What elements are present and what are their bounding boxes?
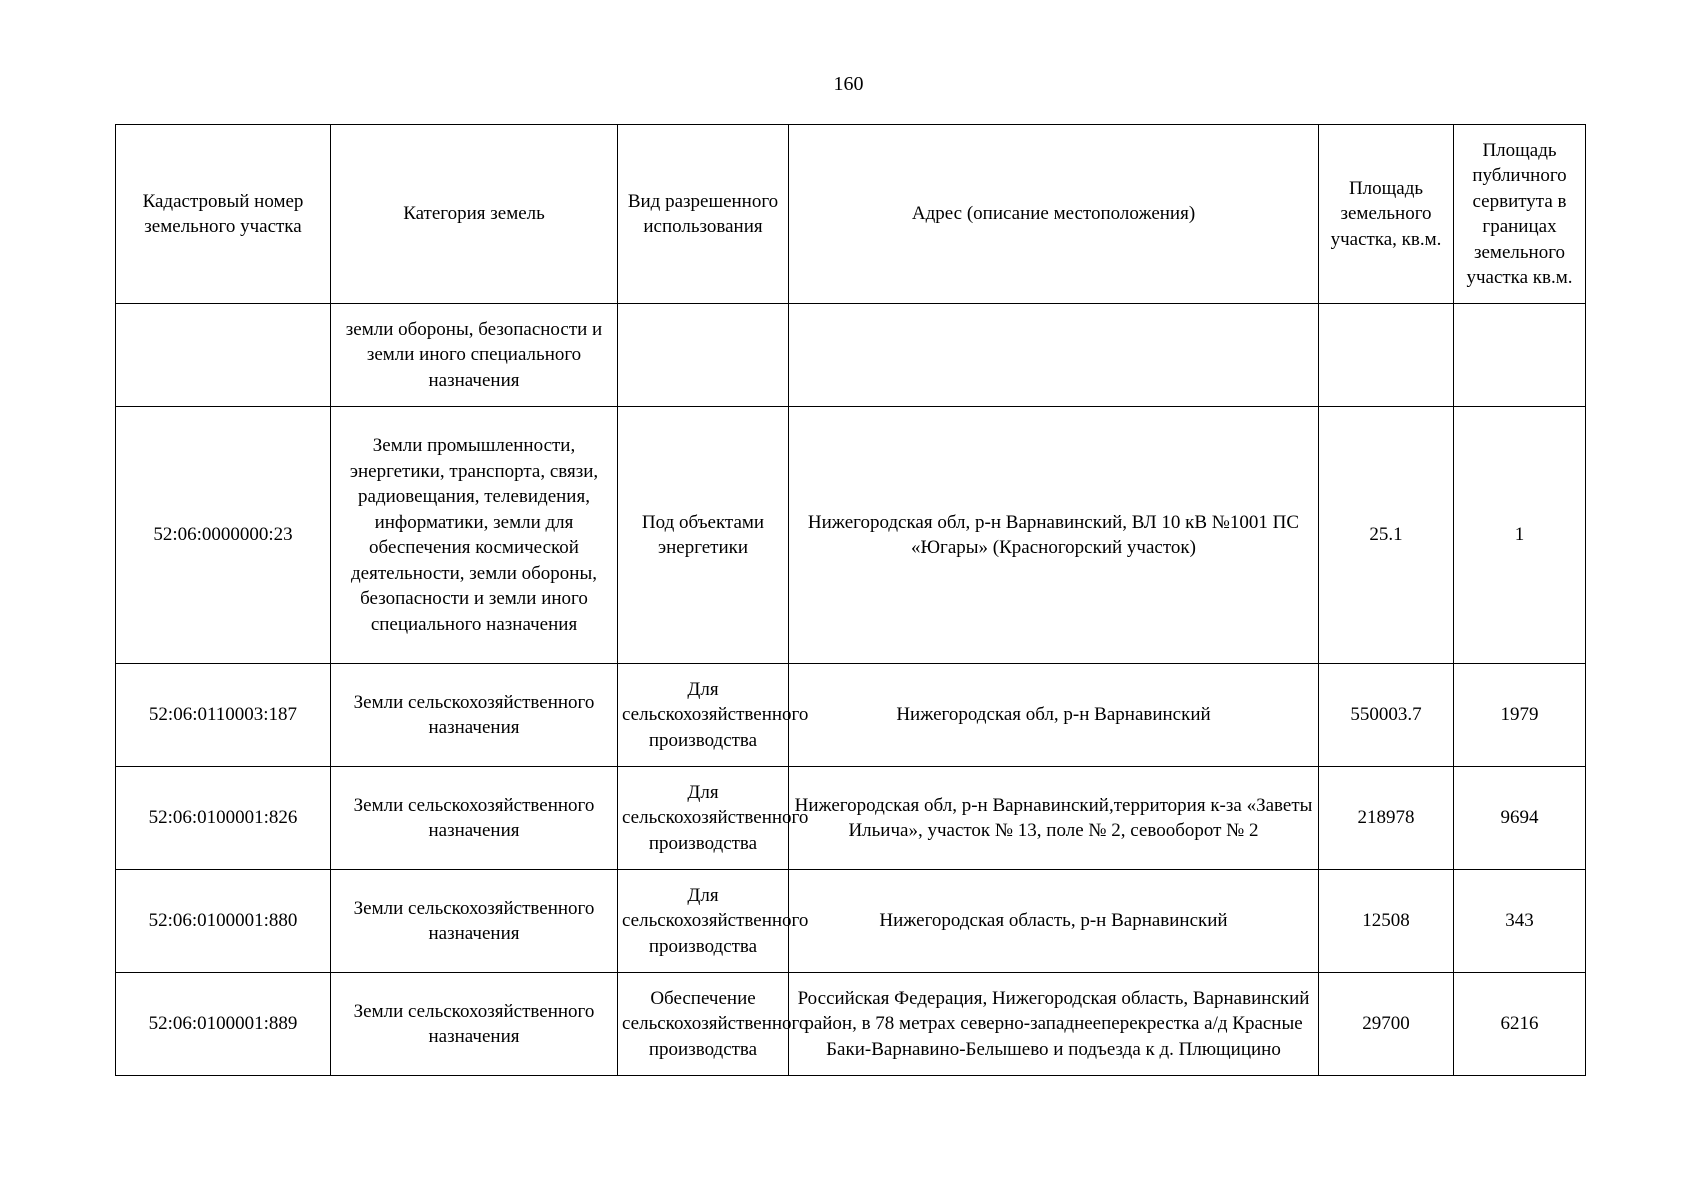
cell-permitted-use: Для сельскохозяйственного производства <box>618 664 789 767</box>
header-servitude-area: Площадь публичного сервитута в границах земельного участка кв.м. <box>1454 125 1586 304</box>
cell-servitude-area: 9694 <box>1454 767 1586 870</box>
cell-servitude-area <box>1454 304 1586 407</box>
cell-permitted-use <box>618 304 789 407</box>
cell-servitude-area: 1979 <box>1454 664 1586 767</box>
cadastre-table <box>115 124 1586 1076</box>
table-row <box>116 304 1586 407</box>
cell-land-category: Земли промышленности, энергетики, транспорта, связи, радиовещания, телевидения, информатики, земли для обеспечения космической деятельности, земли обороны, безопасности и земли иного специального назначения <box>331 407 618 664</box>
cell-servitude-area: 343 <box>1454 870 1586 973</box>
cell-land-category: Земли сельскохозяйственного назначения <box>331 870 618 973</box>
page-number: 160 <box>833 73 864 95</box>
header-address: Адрес (описание местоположения) <box>789 125 1319 304</box>
cell-cadastral-number: 52:06:0100001:889 <box>116 973 331 1076</box>
cell-address <box>789 304 1319 407</box>
table-row <box>116 407 1586 664</box>
table-header-row <box>116 125 1586 304</box>
cell-address: Нижегородская обл, р-н Варнавинский,территория к-за «Заветы Ильича», участок № 13, поле № 2, севооборот № 2 <box>789 767 1319 870</box>
cell-cadastral-number: 52:06:0000000:23 <box>116 407 331 664</box>
table-row <box>116 973 1586 1076</box>
cell-permitted-use: Под объектами энергетики <box>618 407 789 664</box>
cell-plot-area: 29700 <box>1319 973 1454 1076</box>
cell-servitude-area: 6216 <box>1454 973 1586 1076</box>
cell-address: Нижегородская обл, р-н Варнавинский, ВЛ 10 кВ №1001 ПС «Югары» (Красногорский участок) <box>789 407 1319 664</box>
cell-plot-area: 550003.7 <box>1319 664 1454 767</box>
cell-plot-area: 12508 <box>1319 870 1454 973</box>
cell-address: Нижегородская область, р-н Варнавинский <box>789 870 1319 973</box>
header-plot-area: Площадь земельного участка, кв.м. <box>1319 125 1454 304</box>
cell-address: Нижегородская обл, р-н Варнавинский <box>789 664 1319 767</box>
cell-cadastral-number: 52:06:0100001:826 <box>116 767 331 870</box>
cell-permitted-use: Для сельскохозяйственного производства <box>618 870 789 973</box>
cell-land-category: Земли сельскохозяйственного назначения <box>331 664 618 767</box>
header-cadastral-number: Кадастровый номер земельного участка <box>116 125 331 304</box>
cell-permitted-use: Для сельскохозяйственного производства <box>618 767 789 870</box>
header-land-category: Категория земель <box>331 125 618 304</box>
cell-servitude-area: 1 <box>1454 407 1586 664</box>
cell-land-category: Земли сельскохозяйственного назначения <box>331 973 618 1076</box>
table-row <box>116 664 1586 767</box>
table-row <box>116 870 1586 973</box>
cell-address: Российская Федерация, Нижегородская область, Варнавинский район, в 78 метрах северно-западнееперекрестка а/д Красные Баки-Варнавино-Белышево и подъезда к д. Плющицино <box>789 973 1319 1076</box>
cell-plot-area: 218978 <box>1319 767 1454 870</box>
cell-plot-area <box>1319 304 1454 407</box>
cell-cadastral-number <box>116 304 331 407</box>
cell-cadastral-number: 52:06:0110003:187 <box>116 664 331 767</box>
header-permitted-use: Вид разрешенного использования <box>618 125 789 304</box>
table-row <box>116 767 1586 870</box>
cell-land-category: земли обороны, безопасности и земли иного специального назначения <box>331 304 618 407</box>
cell-permitted-use: Обеспечение сельскохозяйственного производства <box>618 973 789 1076</box>
cell-land-category: Земли сельскохозяйственного назначения <box>331 767 618 870</box>
cell-plot-area: 25.1 <box>1319 407 1454 664</box>
cell-cadastral-number: 52:06:0100001:880 <box>116 870 331 973</box>
